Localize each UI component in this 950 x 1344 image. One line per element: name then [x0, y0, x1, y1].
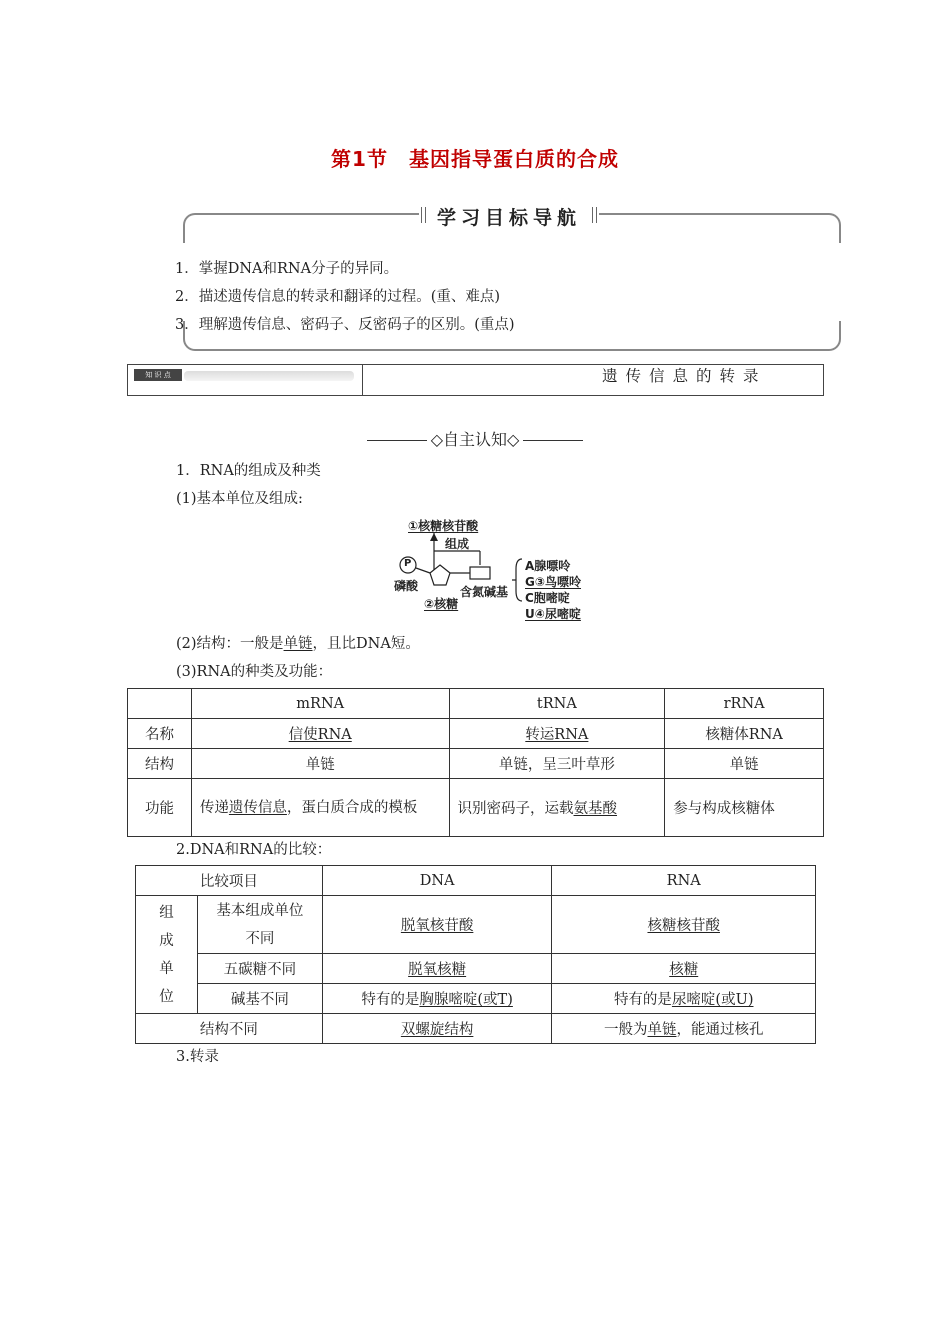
knowledge-point-bar — [127, 364, 824, 396]
rna-types-table — [127, 688, 824, 837]
row-label: 结构不同 — [136, 1014, 323, 1044]
table-cell: 特有的是胸腺嘧啶(或T) — [322, 984, 552, 1014]
goal-item: 1．掌握DNA和RNA分子的异同。 — [175, 261, 399, 277]
sugar-label: ②核糖 — [424, 597, 459, 611]
row-label: 五碳糖不同 — [197, 954, 322, 984]
table-cell: 信使RNA — [191, 719, 449, 749]
diagram-compose-label: 组成 — [445, 537, 470, 551]
divider — [367, 440, 427, 441]
goal-item: 2．描述遗传信息的转录和翻译的过程。(重、难点) — [175, 289, 501, 305]
diagram-top-label: ①核糖核苷酸 — [408, 519, 479, 533]
table-cell: 特有的是尿嘧啶(或U) — [552, 984, 816, 1014]
table-header-cell: mRNA — [191, 689, 449, 719]
table-cell: 核糖 — [552, 954, 816, 984]
paragraph-2: 2.DNA和RNA的比较： — [176, 842, 332, 858]
table-cell: 传递遗传信息，蛋白质合成的模板 — [191, 779, 449, 837]
phosphate-p-label: P — [404, 558, 412, 569]
base-guanine: G③鸟嘌呤 — [525, 575, 582, 589]
decorative-bar — [184, 371, 354, 381]
base-adenine: A腺嘌呤 — [525, 559, 571, 573]
goals-heading: 学习目标导航 — [419, 203, 599, 227]
knowledge-point-label-cell — [128, 365, 363, 395]
table-cell: 核糖体RNA — [665, 719, 824, 749]
paragraph-1-3: (3)RNA的种类及功能： — [176, 664, 333, 680]
knowledge-point-tag: 知 识 点 — [134, 369, 182, 381]
divider — [523, 440, 583, 441]
section-heading-text: ◇自主认知◇ — [430, 430, 520, 449]
table-cell: 脱氧核苷酸 — [322, 896, 552, 954]
dna-rna-comparison-table — [135, 865, 816, 1044]
phosphate-label: 磷酸 — [394, 579, 419, 593]
paragraph-3: 3.转录 — [176, 1049, 219, 1065]
row-label: 功能 — [128, 779, 192, 837]
table-cell: 单链，呈三叶草形 — [449, 749, 665, 779]
table-cell: 一般为单链，能通过核孔 — [552, 1014, 816, 1044]
row-label: 名称 — [128, 719, 192, 749]
base-label: 含氮碱基 — [460, 585, 509, 599]
row-label: 碱基不同 — [197, 984, 322, 1014]
table-cell: 单链 — [191, 749, 449, 779]
base-uracil: U④尿嘧啶 — [525, 607, 581, 621]
paragraph-1-2: (2)结构：一般是单链，且比DNA短。 — [176, 636, 420, 652]
table-cell: 脱氧核糖 — [322, 954, 552, 984]
table-cell: 识别密码子，运载氨基酸 — [449, 779, 665, 837]
row-label: 结构 — [128, 749, 192, 779]
table-cell: 单链 — [665, 749, 824, 779]
table-header-cell: DNA — [322, 866, 552, 896]
table-header-cell: 比较项目 — [136, 866, 323, 896]
rna-structure-diagram — [390, 515, 590, 625]
row-label: 基本组成单位不同 — [197, 896, 322, 954]
table-header-cell: rRNA — [665, 689, 824, 719]
knowledge-point-title: 遗传信息的转录 — [602, 367, 767, 385]
table-cell: 核糖核苷酸 — [552, 896, 816, 954]
paragraph-1: 1．RNA的组成及种类 — [176, 463, 321, 479]
table-header-cell: RNA — [552, 866, 816, 896]
table-header-cell — [128, 689, 192, 719]
group-label: 组成单位 — [136, 896, 198, 1014]
page-title: 第1节 基因指导蛋白质的合成 — [331, 147, 619, 171]
table-cell: 转运RNA — [449, 719, 665, 749]
goal-item: 3．理解遗传信息、密码子、反密码子的区别。(重点) — [175, 317, 515, 333]
section-heading — [0, 427, 950, 450]
table-cell: 参与构成核糖体 — [665, 779, 824, 837]
base-cytosine: C胞嘧啶 — [525, 591, 570, 605]
paragraph-1-1: (1)基本单位及组成: — [176, 491, 303, 507]
table-cell: 双螺旋结构 — [322, 1014, 552, 1044]
table-header-cell: tRNA — [449, 689, 665, 719]
learning-goals-box — [175, 203, 841, 351]
